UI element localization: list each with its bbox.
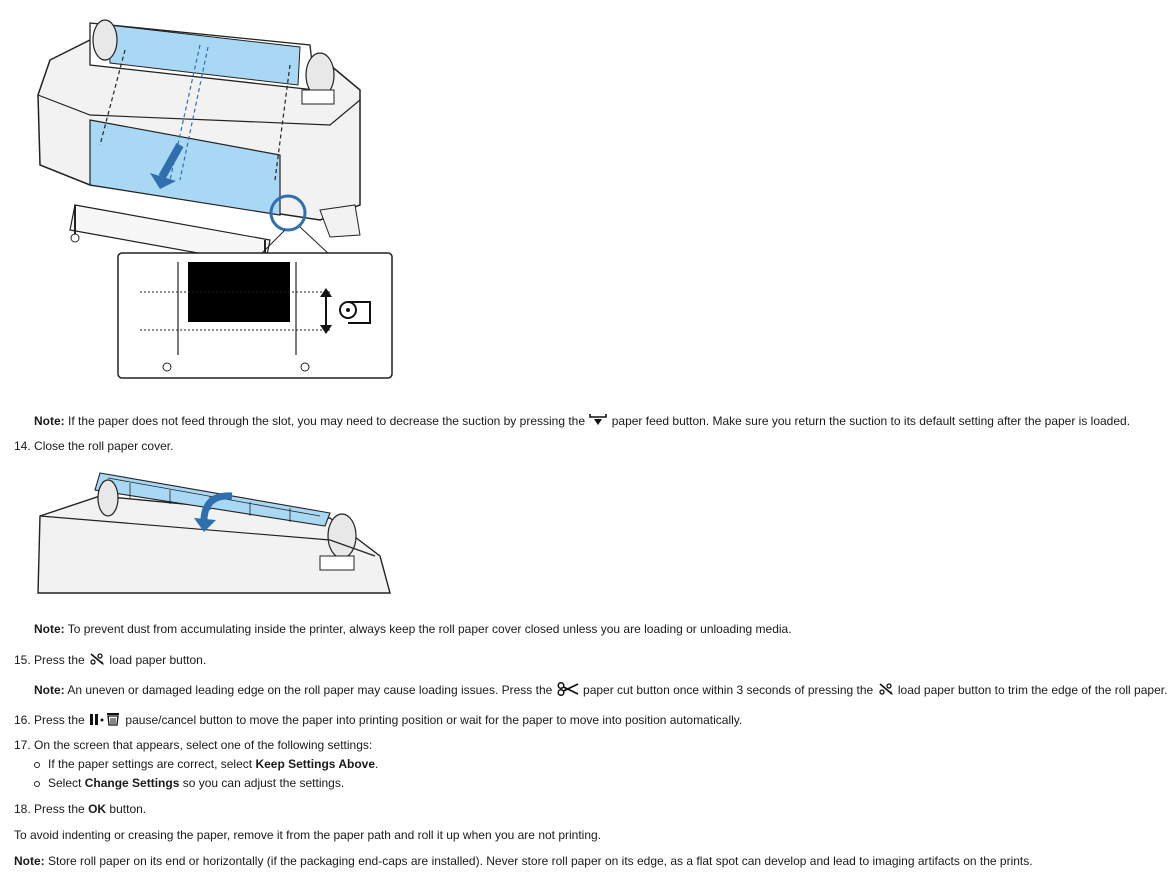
note-storage bbox=[14, 854, 1033, 868]
paper-feed-icon bbox=[589, 413, 607, 427]
note-text: load paper button to trim the edge of the roll paper. bbox=[897, 683, 1168, 697]
step-press-ok bbox=[14, 802, 146, 816]
step-pause-cancel bbox=[14, 712, 742, 727]
step-text: Close the roll paper cover. bbox=[34, 439, 174, 453]
option-keep-settings-label: Keep Settings Above bbox=[255, 757, 376, 771]
bullet-icon bbox=[34, 781, 40, 787]
note-text: Store roll paper on its end or horizontally (if the packaging end-caps are installed). Never store roll paper on its edge, as a flat spot can develop and lead to imaging artifacts on the prints. bbox=[48, 854, 1033, 868]
step-number: 18. bbox=[14, 802, 31, 816]
ok-button-label: OK bbox=[88, 802, 107, 816]
note-text: paper feed button. Make sure you return the suction to its default setting after the paper is loaded. bbox=[611, 414, 1131, 428]
bullet-icon bbox=[34, 762, 40, 768]
printer-feed-illustration bbox=[30, 5, 400, 383]
step-text: Press the bbox=[34, 713, 85, 727]
close-roll-cover-illustration bbox=[30, 468, 395, 596]
note-label: Note: bbox=[34, 414, 65, 428]
scissors-icon bbox=[557, 682, 579, 696]
step-load-paper bbox=[14, 652, 206, 667]
option-change-settings bbox=[48, 776, 344, 790]
paragraph-avoid-creasing bbox=[14, 828, 601, 842]
option-text: If the paper settings are correct, select bbox=[48, 757, 253, 771]
load-paper-icon bbox=[89, 652, 105, 666]
note-text: An uneven or damaged leading edge on the roll paper may cause loading issues. Press the bbox=[67, 683, 553, 697]
paragraph-text: To avoid indenting or creasing the paper, remove it from the paper path and roll it up when you are not printing. bbox=[14, 828, 602, 842]
option-text: Select bbox=[48, 776, 82, 790]
note-label: Note: bbox=[34, 683, 65, 697]
step-number: 14. bbox=[14, 439, 31, 453]
note-dust bbox=[34, 622, 792, 636]
step-select-setting bbox=[14, 738, 372, 752]
step-text: On the screen that appears, select one of the following settings: bbox=[34, 738, 373, 752]
load-paper-icon bbox=[878, 682, 894, 696]
pause-cancel-icon bbox=[89, 712, 121, 726]
step-text: Press the bbox=[34, 802, 85, 816]
option-text: so you can adjust the settings. bbox=[182, 776, 345, 790]
option-keep-settings bbox=[48, 757, 378, 771]
step-text: Press the bbox=[34, 653, 85, 667]
step-text: load paper button. bbox=[109, 653, 207, 667]
note-text: If the paper does not feed through the slot, you may need to decrease the suction by pressing the bbox=[68, 414, 586, 428]
step-text: pause/cancel button to move the paper into printing position or wait for the paper to move into position automatically. bbox=[125, 713, 743, 727]
step-number: 15. bbox=[14, 653, 31, 667]
note-label: Note: bbox=[14, 854, 45, 868]
option-change-settings-label: Change Settings bbox=[84, 776, 180, 790]
note-leading-edge bbox=[34, 682, 1167, 697]
step-number: 16. bbox=[14, 713, 31, 727]
step-text: button. bbox=[109, 802, 147, 816]
note-text: To prevent dust from accumulating inside the printer, always keep the roll paper cover closed unless you are loading or unloading media. bbox=[67, 622, 792, 636]
step-close-roll-cover bbox=[14, 439, 173, 453]
note-label: Note: bbox=[34, 622, 65, 636]
option-text: . bbox=[375, 757, 379, 771]
note-text: paper cut button once within 3 seconds of pressing the bbox=[583, 683, 874, 697]
note-suction bbox=[34, 413, 1130, 428]
step-number: 17. bbox=[14, 738, 31, 752]
